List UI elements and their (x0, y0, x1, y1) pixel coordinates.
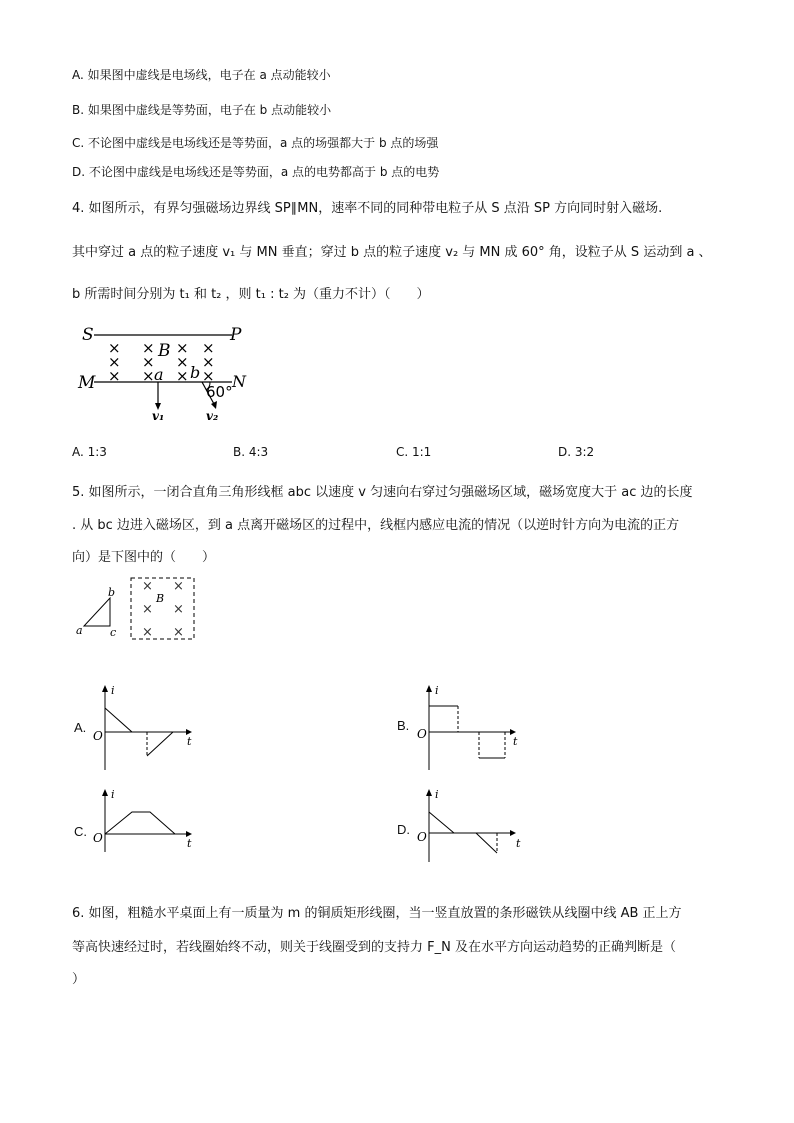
q4-label-v2: v₂ (206, 409, 219, 423)
q5-graph-a-axis-t: t (187, 735, 192, 748)
q5-graph-c-axis-t: t (187, 837, 192, 850)
q4-label-v1: v₁ (152, 409, 165, 423)
q4-label-b-field: B (158, 341, 171, 361)
q4-label-p: P (230, 325, 242, 345)
svg-text:×: × (202, 367, 215, 385)
q5-label-c: c (110, 626, 117, 639)
q3-option-b: B. 如果图中虚线是等势面，电子在 b 点动能较小 (72, 103, 332, 117)
q4-label-angle: 60° (206, 383, 233, 401)
q5-question-line1: 5. 如图所示，一闭合直角三角形线框 abc 以速度 v 匀速向右穿过匀强磁场区域，磁场宽度大于 ac 边的长度 (72, 485, 693, 500)
svg-text:×: × (173, 579, 184, 594)
q5-graph-d-label: D. (397, 822, 410, 837)
q5-graph-a-origin: O (93, 729, 103, 743)
q5-graph-b-axis-t: t (513, 735, 518, 748)
q5-label-b-field: B (156, 592, 165, 605)
q5-graph-b (414, 682, 524, 774)
q5-graph-d-origin: O (417, 830, 427, 844)
q5-graph-b-origin: O (417, 727, 427, 741)
svg-text:×: × (142, 579, 153, 594)
q5-graph-d (414, 786, 524, 866)
q5-triangle-figure (72, 576, 202, 644)
svg-text:×: × (108, 353, 121, 371)
svg-text:×: × (176, 339, 189, 357)
q5-graph-a-axis-i: i (111, 684, 115, 697)
q4-magnetic-field-figure (72, 320, 262, 428)
q4-label-a: a (154, 365, 164, 384)
q4-label-n: N (232, 372, 246, 391)
q3-option-d: D. 不论图中虚线是电场线还是等势面，a 点的电势都高于 b 点的电势 (72, 165, 440, 179)
q5-question-line3: 向）是下图中的（ ） (72, 550, 216, 565)
q6-question-line3: ） (72, 972, 86, 987)
q5-field-region (131, 578, 194, 639)
q4-label-b-point: b (190, 363, 201, 382)
svg-text:×: × (142, 353, 155, 371)
q5-graph-c-axis-i: i (111, 788, 115, 801)
q6-question-line1: 6. 如图，粗糙水平桌面上有一质量为 m 的铜质矩形线圈，当一竖直放置的条形磁铁从线圈中线 AB 正上方 (72, 906, 682, 921)
q5-label-b: b (108, 586, 116, 599)
q4-question-line3: b 所需时间分别为 t₁ 和 t₂ ，则 t₁ : t₂ 为（重力不计）（ ） (72, 287, 430, 302)
q4-question-line1: 4. 如图所示，有界匀强磁场边界线 SP∥MN，速率不同的同种带电粒子从 S 点沿 SP 方向同时射入磁场. (72, 201, 663, 216)
q5-graph-c (90, 786, 200, 856)
svg-text:×: × (108, 339, 121, 357)
q5-graph-b-axis-i: i (435, 684, 439, 697)
q5-graph-c-label: C. (74, 824, 87, 839)
svg-text:×: × (142, 367, 155, 385)
svg-text:×: × (202, 353, 215, 371)
q5-graph-c-origin: O (93, 831, 103, 845)
svg-text:×: × (176, 367, 189, 385)
svg-text:×: × (142, 339, 155, 357)
q6-question-line2: 等高快速经过时，若线圈始终不动，则关于线圈受到的支持力 F_N 及在水平方向运动趋势的正确判断是（ (72, 940, 676, 955)
q3-option-c: C. 不论图中虚线是电场线还是等势面，a 点的场强都大于 b 点的场强 (72, 136, 439, 150)
q5-graph-a (90, 682, 200, 774)
q3-option-a: A. 如果图中虚线是电场线，电子在 a 点动能较小 (72, 68, 331, 82)
q5-graph-d-axis-i: i (435, 788, 439, 801)
q5-question-line2: . 从 bc 边进入磁场区，到 a 点离开磁场区的过程中，线框内感应电流的情况（以逆时针方向为电流的正方 (72, 518, 680, 533)
q4-label-m: M (78, 373, 96, 393)
svg-text:×: × (202, 339, 215, 357)
q5-label-a: a (76, 624, 83, 637)
svg-text:×: × (173, 602, 184, 617)
svg-text:×: × (108, 367, 121, 385)
q5-graph-b-label: B. (397, 718, 410, 733)
svg-text:×: × (176, 353, 189, 371)
q4-option-b: B. 4:3 (233, 445, 269, 459)
svg-text:×: × (142, 625, 153, 640)
q5-field-crosses (142, 579, 184, 640)
q4-option-d: D. 3:2 (558, 445, 595, 459)
svg-text:×: × (142, 602, 153, 617)
q4-option-c: C. 1:1 (396, 445, 432, 459)
q4-label-s: S (82, 325, 94, 345)
q4-option-a: A. 1:3 (72, 445, 107, 459)
q5-graph-d-axis-t: t (516, 837, 521, 850)
svg-text:×: × (173, 625, 184, 640)
q4-question-line2: 其中穿过 a 点的粒子速度 v₁ 与 MN 垂直；穿过 b 点的粒子速度 v₂ 与 MN 成 60° 角，设粒子从 S 运动到 a 、 (72, 245, 712, 260)
q5-graph-a-label: A. (74, 720, 87, 735)
